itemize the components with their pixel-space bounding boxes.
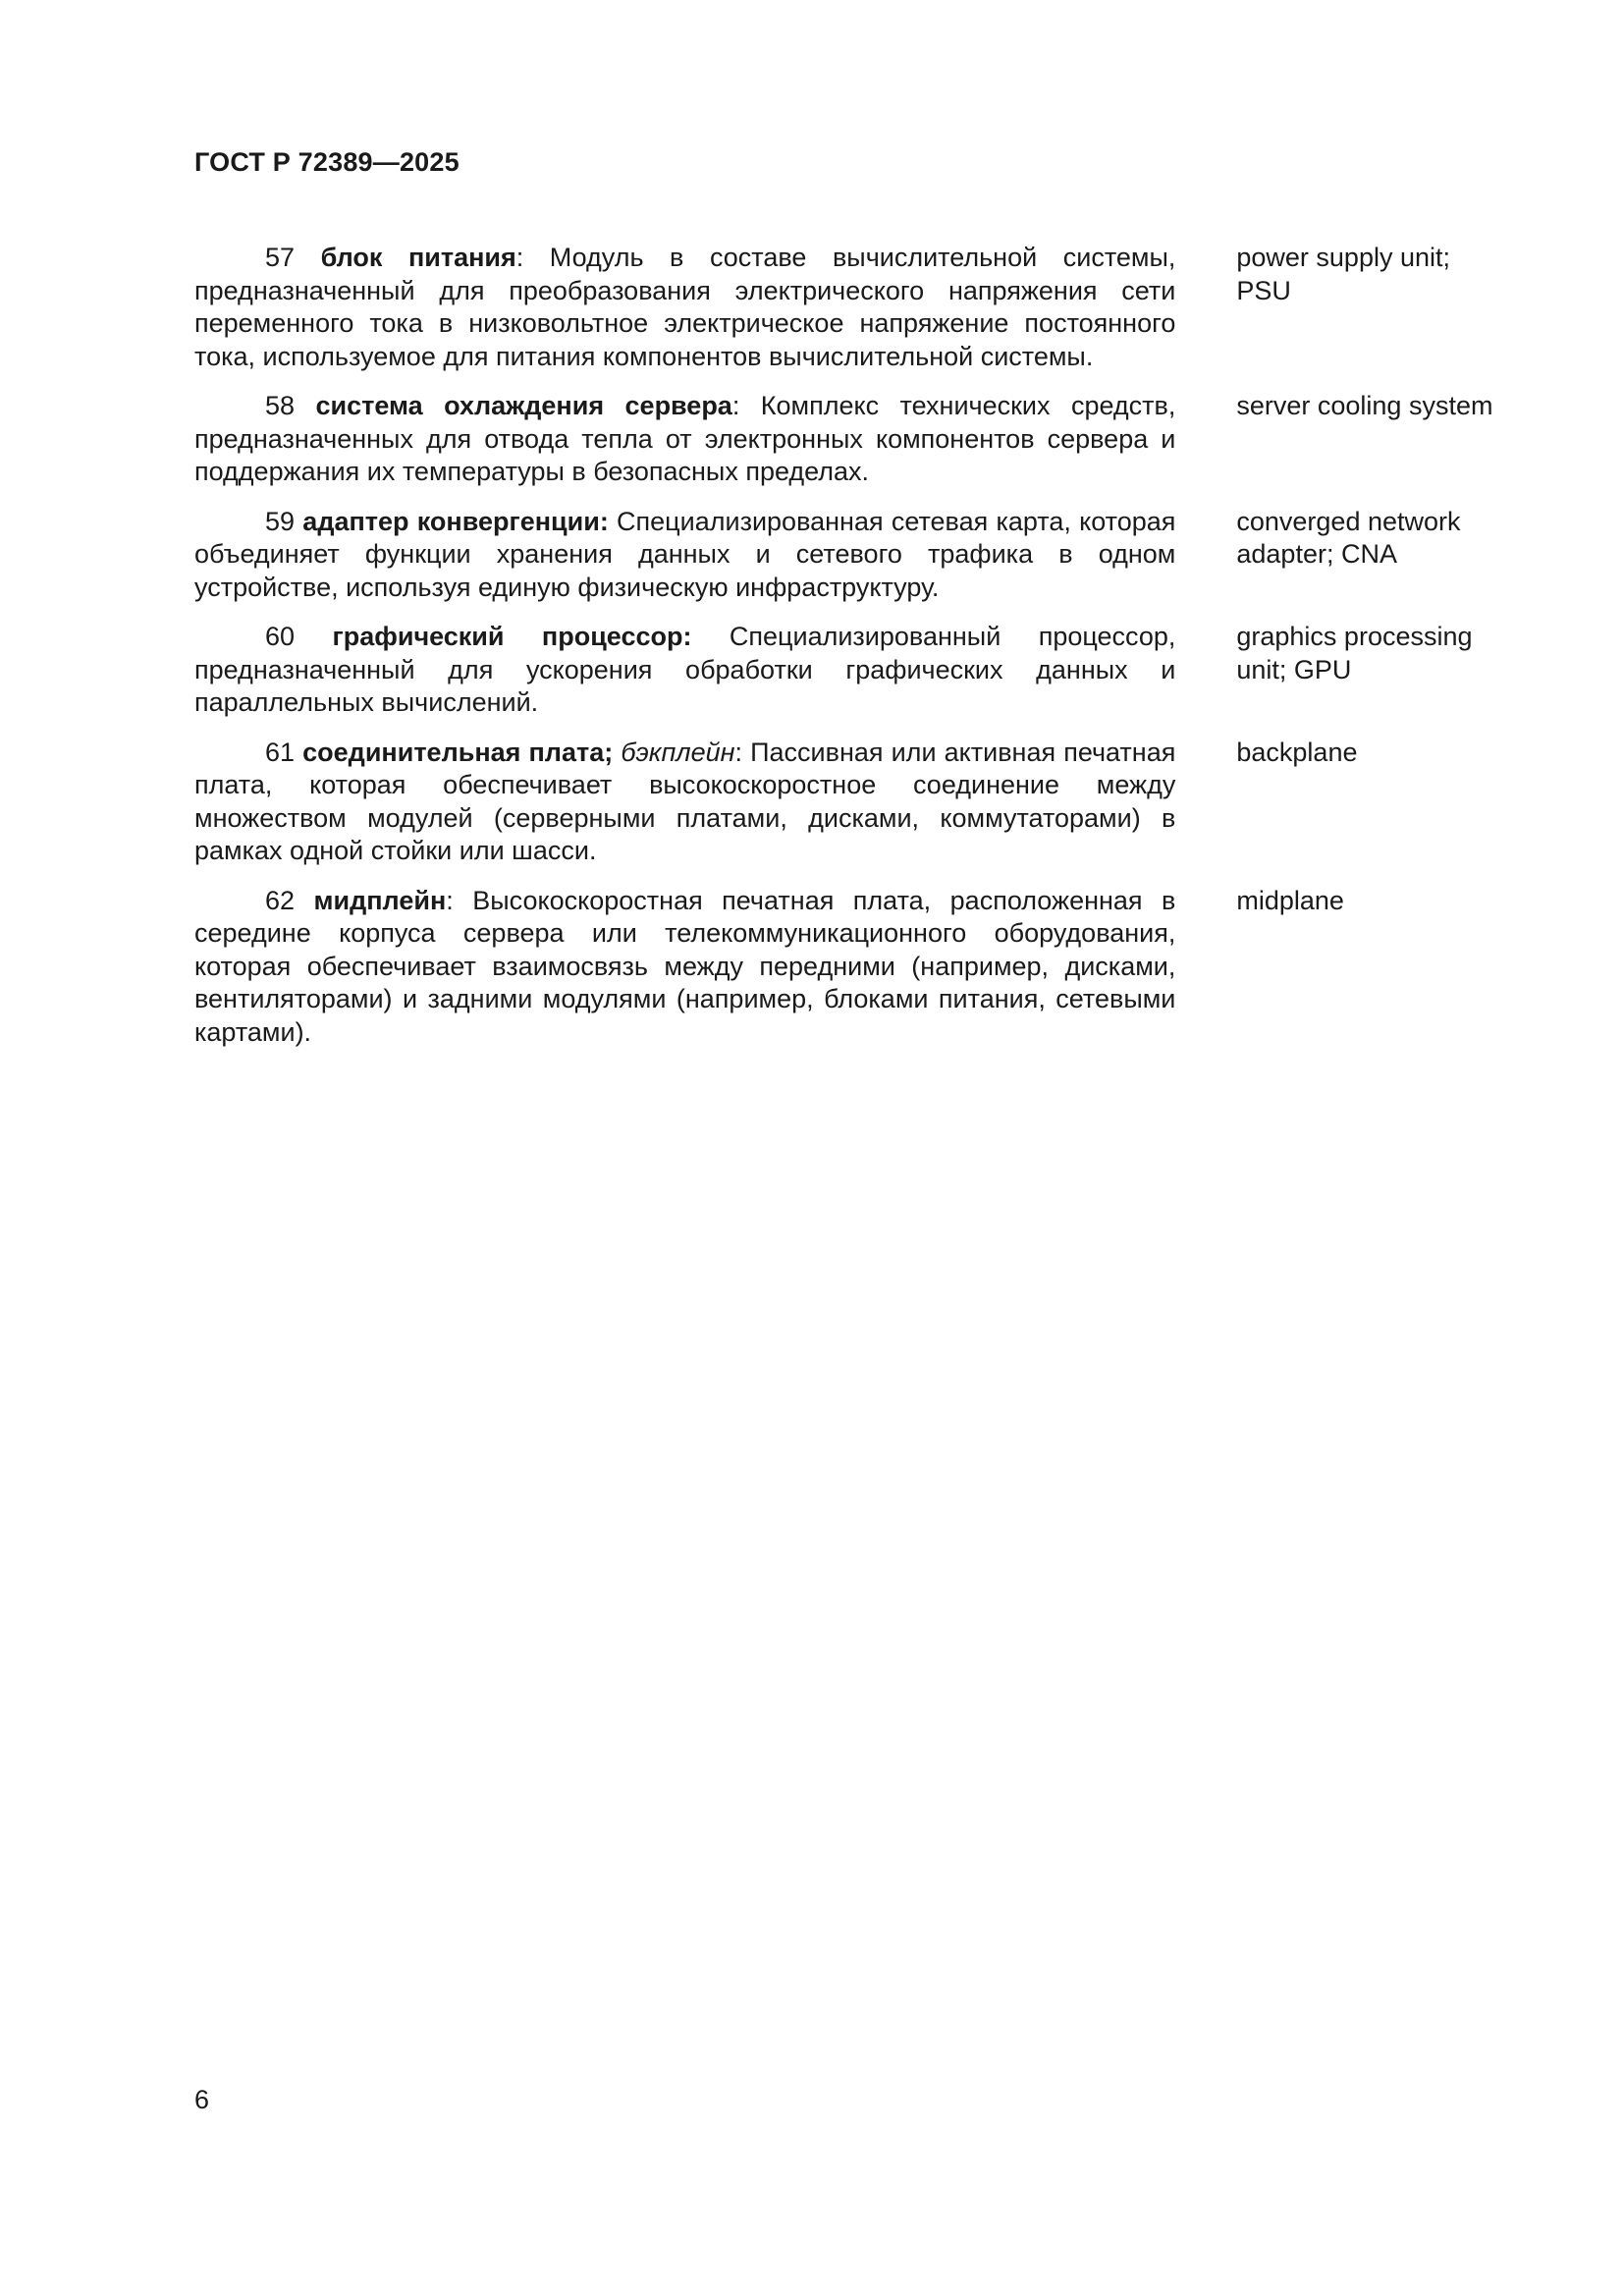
- term-number: 58: [265, 391, 296, 420]
- term-entry-61: [194, 737, 1530, 868]
- definition-text: : Пассивная или активная печатная плата, которая обеспечивает высокоскоростное соединение между множеством модулей (серверными платами, дисками, коммутаторами) в рамках одной стойки или шасси.: [194, 737, 1176, 865]
- term-definition: [194, 737, 1175, 868]
- term-name: блок питания: [320, 243, 516, 272]
- english-equivalent: server cooling system: [1236, 391, 1493, 420]
- english-equivalent: midplane: [1236, 885, 1344, 915]
- term-entry-57: [194, 242, 1530, 373]
- term-number: 57: [265, 243, 296, 272]
- term-entry-58: [194, 390, 1530, 489]
- term-name: мидплейн: [313, 885, 447, 915]
- term-definition: [194, 242, 1175, 373]
- term-definition: [194, 885, 1175, 1050]
- page-number: 6: [194, 2085, 210, 2114]
- english-equivalent: converged network adapter; CNA: [1236, 506, 1461, 569]
- term-definition: [194, 390, 1175, 489]
- term-entry-62: [194, 885, 1530, 1050]
- term-list: [194, 242, 1530, 1066]
- term-name: адаптер конвергенции:: [302, 506, 609, 536]
- term-name: соединительная плата;: [302, 737, 614, 767]
- english-equivalent: graphics processing unit; GPU: [1236, 622, 1473, 684]
- english-equivalent: power supply unit; PSU: [1236, 243, 1450, 305]
- term-name: графический процессор:: [332, 622, 692, 651]
- term-definition: [194, 506, 1175, 605]
- english-equivalent: backplane: [1236, 737, 1358, 767]
- term-number: 59: [265, 506, 296, 536]
- term-number: 61: [265, 737, 296, 767]
- definition-text: Специализированная сетевая карта, которая объединяет функции хранения данных и сетевого трафика в одном устройстве, используя единую физическую инфраструктуру.: [194, 506, 1176, 602]
- term-definition: [194, 621, 1175, 720]
- definition-text: : Комплекс технических средств, предназначенных для отвода тепла от электронных компонентов сервера и поддержания их температуры в безопасных пределах.: [194, 391, 1176, 486]
- term-number: 60: [265, 622, 296, 651]
- definition-text: : Модуль в составе вычислительной системы, предназначенный для преобразования электрического напряжения сети переменного тока в низковольтное электрическое напряжение постоянного тока, используемое для питания компонентов вычислительной системы.: [194, 243, 1176, 371]
- term-number: 62: [265, 885, 296, 915]
- term-entry-60: [194, 621, 1530, 720]
- definition-text: Специализированный процессор, предназначенный для ускорения обработки графических данных и параллельных вычислений.: [194, 622, 1176, 717]
- term-synonym: бэкплейн: [621, 737, 735, 767]
- document-header: ГОСТ Р 72389—2025: [194, 147, 460, 177]
- term-name: система охлаждения сервера: [315, 391, 732, 420]
- definition-text: : Высокоскоростная печатная плата, расположенная в середине корпуса сервера или телекоммуникационного оборудования, которая обеспечивает взаимосвязь между передними (например, дисками, вентиляторами) и задними модулями (например, блоками питания, сетевыми картами).: [194, 885, 1176, 1047]
- term-entry-59: [194, 506, 1530, 605]
